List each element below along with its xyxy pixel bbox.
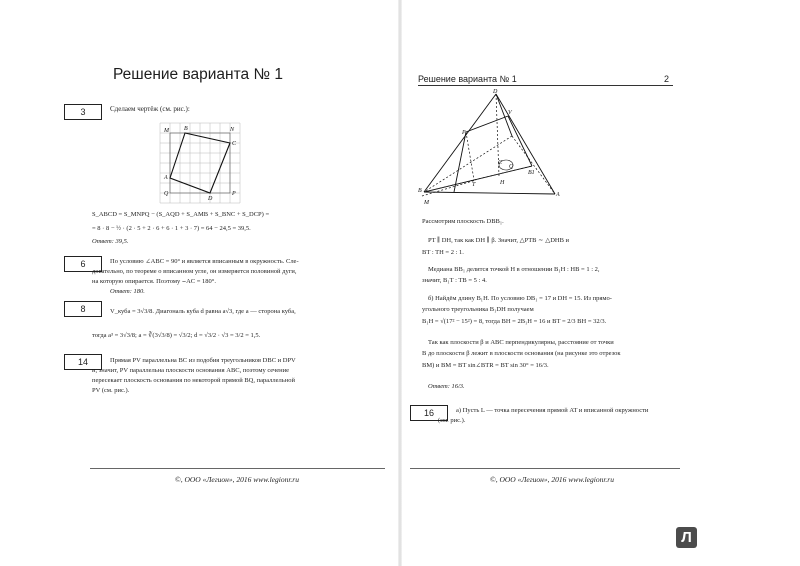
task16-line-2: (см. рис.). xyxy=(438,417,466,424)
task3-formula-2: = 8 · 8 − ½ · (2 · 5 + 2 · 6 + 6 · 1 + 3 · 7) = 64 − 24,5 = 39,5. xyxy=(92,225,251,232)
task-number-3: 3 xyxy=(64,104,102,120)
right-page-number: 2 xyxy=(664,74,670,84)
right-header-rule xyxy=(418,85,673,86)
task14-line-4: PV (см. рис.). xyxy=(92,387,130,394)
task-number-16: 16 xyxy=(410,405,448,421)
label-Q: Q xyxy=(164,191,169,197)
pyramid-figure xyxy=(416,88,566,208)
label-C: C xyxy=(232,141,237,147)
grid-figure xyxy=(150,115,250,205)
label-B1: B1 xyxy=(528,170,535,176)
right-line-3: BT : TH = 2 : 1. xyxy=(422,249,464,256)
right-line-11: BM) и BM = BT sin∠BTR = BT sin 30° = 16/3. xyxy=(422,362,549,369)
label-V: V xyxy=(508,110,512,116)
right-line-4: Медиана BB₁ делится точкой H в отношении B₁H : HB = 1 : 2, xyxy=(428,266,600,273)
label-D: D xyxy=(208,196,213,202)
right-line-7: угольного треугольника B₁DH получаем xyxy=(422,306,534,313)
right-header-title: Решение варианта № 1 xyxy=(418,74,517,84)
task14-line-1: Прямая PV параллельна BC из подобия треугольников DBC и DPV xyxy=(110,357,296,364)
label-B: B xyxy=(418,188,422,194)
task6-answer: Ответ: 180. xyxy=(110,288,145,295)
left-footer-rule xyxy=(90,468,385,469)
task6-line-1: По условию ∠ABC = 90° и является вписанным в окружность. Сле- xyxy=(110,258,299,265)
right-line-6: б) Найдём длину B₁H. По условию DB₁ = 17 и DH = 15. Из прямо- xyxy=(428,295,612,302)
label-M: M xyxy=(164,128,169,134)
label-A: A xyxy=(556,192,560,198)
task-number-14: 14 xyxy=(64,354,102,370)
book-gutter xyxy=(398,0,402,566)
right-line-2: PT ∥ DH, так как DH ∥ β. Значит, △PTB ∼ △DHB и xyxy=(428,237,570,244)
right-footer-rule xyxy=(410,468,680,469)
right-footer: ©, ООО «Легион», 2016 www.legionr.ru xyxy=(490,475,614,484)
task3-answer: Ответ: 39,5. xyxy=(92,238,129,245)
task8-line-2: тогда a³ = 3√3/8; a = ∛(3√3/8) = √3/2; d = √3/2 · √3 = 3/2 = 1,5. xyxy=(92,332,261,339)
right-line-9: Так как плоскости β и ABC перпендикулярны, расстояние от точки xyxy=(428,339,614,346)
label-Q: Q xyxy=(509,164,514,170)
label-M: M xyxy=(424,200,429,206)
right-line-10: B до плоскости β лежит в плоскости основания (на рисунке это отрезок xyxy=(422,350,621,357)
label-C: C xyxy=(498,160,503,166)
left-footer: ©, ООО «Легион», 2016 www.legionr.ru xyxy=(175,475,299,484)
task3-intro: Сделаем чертёж (см. рис.): xyxy=(110,105,190,113)
task-number-8: 8 xyxy=(64,301,102,317)
task6-line-2: довательно, по теореме о вписанном угле, он измеряется половиной дуги, xyxy=(92,268,297,275)
right-line-8: B₁H = √(17² − 15²) = 8, тогда BH = 2B₁H = 16 и BT = 2/3 BH = 32/3. xyxy=(422,318,607,325)
task8-line-1: V_куба = 3√3/8. Диагональ куба d равна a√3, где a — сторона куба, xyxy=(110,308,296,315)
left-page-title: Решение варианта № 1 xyxy=(113,66,284,83)
right-line-5: значит, B₁T : TB = 5 : 4. xyxy=(422,277,487,284)
label-P: P xyxy=(462,130,466,136)
task-number-6: 6 xyxy=(64,256,102,272)
task6-line-3: на которую опирается. Поэтому ⌣AC = 180°. xyxy=(92,278,217,285)
label-T: T xyxy=(472,182,476,188)
label-P: P xyxy=(232,191,236,197)
task3-formula-1: S_ABCD = S_MNPQ − (S_AQD + S_AMB + S_BNC + S_DCP) = xyxy=(92,211,270,218)
publisher-logo: Л xyxy=(676,527,697,548)
label-D: D xyxy=(493,89,498,95)
right-answer: Ответ: 16/3. xyxy=(428,383,465,390)
label-N: N xyxy=(230,127,235,133)
label-B: B xyxy=(184,126,188,132)
label-H: H xyxy=(500,180,505,186)
label-A: A xyxy=(164,175,168,181)
task14-line-3: пересекает плоскость основания по некоторой прямой BQ, параллельной xyxy=(92,377,295,384)
right-line-1: Рассмотрим плоскость DBB₁. xyxy=(422,218,504,225)
task16-line-1: а) Пусть L — точка пересечения прямой AT и вписанной окружности xyxy=(456,407,649,414)
task14-line-2: и, значит, PV параллельна плоскости основания ABC, поэтому сечение xyxy=(92,367,290,374)
